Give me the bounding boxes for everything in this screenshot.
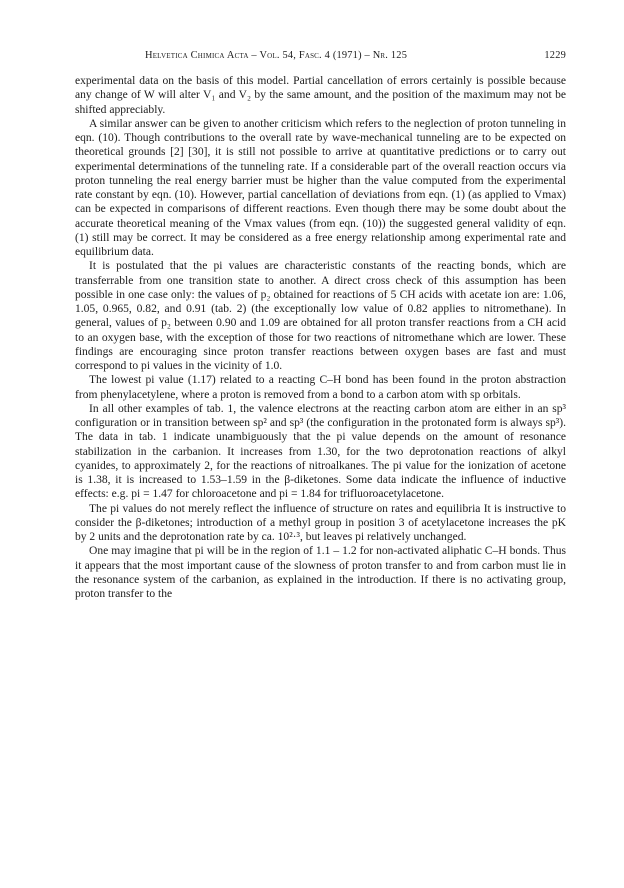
paragraph-2: A similar answer can be given to another criticism which refers to the neglection of proton tunneling in eqn. (10). Though contributions to the overall rate by wave-mechanical tunneling are to be expected on theoretical grounds [2] [30], it is still not possible to arrive at quantitative predictions or to carry out experimental determinations of the tunneling rate. If a considerable part of the overall reaction occurs via proton tunneling the real energy barrier must be higher than the value computed from the experimental rate constant by eqn. (10). However, partial cancellation of deviations from eqn. (1) (as applied to Vmax) can be expected in comparisons of different reactions. Even though there may be some doubt about the accurate theoretical meaning of the Vmax values (from eqn. (10)) the suggested general validity of eqn. (1) still may be correct. It may be considered as a free energy relationship among experimental rate and equilibrium data. [75, 117, 566, 258]
page-number: 1229 [544, 50, 566, 61]
paragraph-6: The pi values do not merely reflect the influence of structure on rates and equilibria It is instructive to consider the β-diketones; introduction of a methyl group in position 3 of acetylacetone increases the pK by 2 units and the deprotonation rate by ca. 10²·³, but leaves pi relatively unchanged. [75, 502, 566, 543]
body-text [75, 74, 566, 601]
paragraph-5: In all other examples of tab. 1, the valence electrons at the reacting carbon atom are either in an sp³ configuration or in transition between sp² and sp³ (the configuration in the protonated form is always sp³). The data in tab. 1 indicate unambiguously that the pi value depends on the amount of resonance stabilization in the carbanion. It increases from 1.30, for the two deprotonation reactions of alkyl cyanides, to approximately 2, for the reactions of nitroalkanes. The pi value for the ionization of acetone is 1.38, it is increased to 1.53–1.59 in the β-diketones. Some data indicate the influence of inductive effects: e.g. pi = 1.47 for chloroacetone and pi = 1.84 for trifluoroacetylacetone. [75, 402, 566, 501]
journal-citation: Helvetica Chimica Acta – Vol. 54, Fasc. 4 (1971) – Nr. 125 [145, 50, 408, 61]
paragraph-4: The lowest pi value (1.17) related to a reacting C–H bond has been found in the proton abstraction from phenylacetylene, where a proton is removed from a bond to a carbon atom with sp orbitals. [75, 374, 566, 401]
paragraph-3: It is postulated that the pi values are characteristic constants of the reacting bonds, which are transferrable from one transition state to another. A direct cross check of this assumption has been possible in one case only: the values of p₂ obtained for reactions of 5 CH acids with acetate ion are: 1.06, 1.05, 0.965, 0.82, and 0.91 (tab. 2) (the exceptionally low value of 0.82 applies to nitromethane). In general, values of p₂ between 0.90 and 1.09 are obtained for all proton transfer reactions from a CH acid to an oxygen base, with the exception of those for two reactions of nitromethane which are lower. These findings are encouraging since proton transfer reactions between oxygen bases are fast and must correspond to pi values in the vicinity of 1.0. [75, 260, 566, 372]
running-head [145, 50, 566, 64]
paragraph-1: experimental data on the basis of this model. Partial cancellation of errors certainly is possible because any change of W will alter V₁ and V₂ by the same amount, and the position of the maximum may not be shifted appreciably. [75, 75, 566, 116]
paragraph-7: One may imagine that pi will be in the region of 1.1 – 1.2 for non-activated aliphatic C–H bonds. Thus it appears that the most important cause of the slowness of proton transfer to and from carbon must lie in the resonance system of the carbanion, as explained in the introduction. If there is no activating group, proton transfer to the [75, 545, 566, 600]
